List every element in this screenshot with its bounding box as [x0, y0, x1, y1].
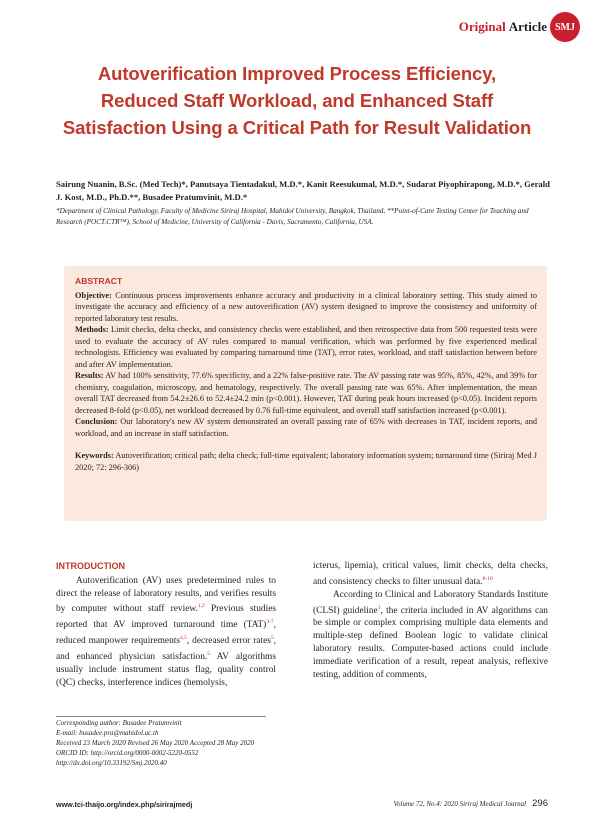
methods-label: Methods:: [75, 325, 109, 334]
email: E-mail: busadee.pra@mahidol.ac.th: [56, 729, 159, 737]
corresponding-author: Corresponding author: Busadee Pratumvinit: [56, 719, 182, 727]
abstract-keywords: [75, 450, 537, 473]
right-column: [313, 560, 548, 681]
conclusion-text: Our laboratory's new AV system demonstrated an overall passing rate of 65% with decreases in TAT, incident reports, and workload, and an increase in staff satisfaction.: [75, 417, 537, 438]
methods-text: Limit checks, delta checks, and consistency checks were established, and then retrospective data from 500 requested tests were used to evaluate the accuracy of AV rules compared to manual verification, which was performed by five experienced medical technologists. Efficiency was evaluated by comparing turnaround time (TAT), error rates, workload, and staff satisfaction between before and after AV implementation.: [75, 325, 537, 369]
abstract-box: [64, 266, 547, 521]
footer-citation-block: [394, 798, 548, 809]
footnotes: [56, 718, 254, 768]
intro-text: , reduced manpower requirements: [56, 620, 276, 647]
page-number: 296: [532, 798, 548, 809]
title-line: Autoverification Improved Process Efficiency,: [97, 63, 497, 84]
intro-paragraph-1-cont: [313, 560, 548, 589]
intro-text: Autoverification (AV) uses predetermined rules to direct the release of laboratory results, and verifies results by computer without staff review.: [56, 575, 276, 615]
introduction-heading: INTRODUCTION: [56, 561, 125, 571]
intro-text: Previous studies reported that AV improved turnaround time (TAT): [56, 604, 277, 631]
abstract-heading: ABSTRACT: [75, 276, 123, 286]
abstract-results: [75, 370, 537, 416]
badge-article-word: Article: [508, 19, 547, 34]
intro-text: AV algorithms usually include instrument status flag, quality control (QC) checks, interference indices (hemolysis,: [56, 652, 276, 688]
article-type-badge: [459, 12, 580, 42]
intro-text: , and enhanced physician satisfaction.: [56, 636, 276, 663]
intro-text: According to Clinical and Laboratory Standards Institute (CLSI) guideline: [313, 589, 548, 616]
intro-text: icterus, lipemia), critical values, limit checks, delta checks, and consistency checks to filter unusual data.: [313, 561, 548, 587]
orcid: ORCID ID: http://orcid.org/0000-0002-5220-0552: [56, 749, 199, 757]
citation-ref: 8-10: [482, 575, 493, 582]
doi-link[interactable]: http://dx.doi.org/10.33192/Smj.2020.40: [56, 759, 167, 767]
title-line: Reduced Staff Workload, and Enhanced Staff: [100, 90, 494, 111]
citation-ref: 1: [377, 604, 381, 611]
conclusion-label: Conclusion:: [75, 417, 118, 426]
affiliations: *Department of Clinical Pathology, Faculty of Medicine Siriraj Hospital, Mahidol University, Bangkok, Thailand, **Point-of-Care Testing Center for Teaching and Research (POCT.CTR™), School of Medicine, University of California - Davis, Sacramento, California, USA.: [56, 207, 529, 226]
objective-text: Continuous process improvements enhance accuracy and productivity in a clinical laboratory setting. This study aimed to investigate the accuracy and efficiency of a new autoverification (AV) system designed to improve the consistency and uniformity of reported laboratory test results.: [75, 290, 537, 323]
abstract-conclusion: [75, 416, 537, 439]
abstract-methods: [75, 324, 537, 370]
citation-ref: 1,2: [197, 603, 205, 610]
abstract-objective: [75, 290, 537, 325]
left-column: [56, 560, 276, 690]
dates: Received 23 March 2020 Revised 26 May 2020 Accepted 28 May 2020: [56, 739, 255, 747]
keywords-label: Keywords:: [75, 451, 114, 460]
intro-paragraph-1: [56, 575, 276, 690]
citation-ref: 5: [207, 651, 211, 658]
citation-ref: 5: [270, 635, 274, 642]
citation-ref: 4,5: [180, 635, 187, 642]
intro-paragraph-2: [313, 589, 548, 682]
journal-citation: Volume 72, No.4: 2020 Siriraj Medical Journal: [393, 799, 527, 808]
footnote-divider: [56, 716, 266, 717]
intro-text: , decreased error rates: [186, 636, 271, 647]
badge-original-word: Original: [458, 19, 506, 34]
title-line: Satisfaction Using a Critical Path for Result Validation: [62, 117, 532, 138]
intro-text: , the criteria included in AV algorithms can be simple or complex comprising multiple data elements and multiple-step defined Boolean logic to validate clinical laboratory results. Computer-based actions could include immediate verification of a result, repeat analysis, reflexive testing, addition of comments,: [313, 605, 548, 680]
citation-ref: 3-7: [266, 619, 274, 626]
results-text: AV had 100% sensitivity, 77.6% specificity, and a 22% false-positive rate. The AV passing rate was 95%, 85%, 42%, and 39% for chemistry, coagulation, microscopy, and hematology, respectively. The overall passing rate was 65%. After implementation, the mean overall TAT decreased from 54.2±26.6 to 52.4±24.2 min (p<0.001). However, TAT during peak hours increased (p<0.05). Incident reports decreased 8-fold (p<0.05), net workload decreased by 0.76 full-time equivalent, and overall staff satisfaction increased (p<0.001).: [75, 371, 537, 415]
keywords-text: Autoverification; critical path; delta check; full-time equivalent; laboratory information system; turnaround time (Siriraj Med J 2020; 72: 296-306): [75, 451, 537, 472]
journal-url[interactable]: www.tci-thaijo.org/index.php/sirirajmedj: [56, 800, 193, 809]
results-label: Results:: [75, 371, 104, 380]
article-title: [0, 60, 594, 141]
objective-label: Objective:: [75, 290, 112, 300]
author-list: Sairung Nuanin, B.Sc. (Med Tech)*, Panutsaya Tientadakul, M.D.*, Kanit Reesukumal, M.D.*, Sudarat Piyophirapong, M.D.*, Gerald J. Kost, M.D., Ph.D.**, Busadee Pratumvinit, M.D.*: [56, 179, 550, 202]
smj-logo: SMJ: [550, 12, 580, 42]
